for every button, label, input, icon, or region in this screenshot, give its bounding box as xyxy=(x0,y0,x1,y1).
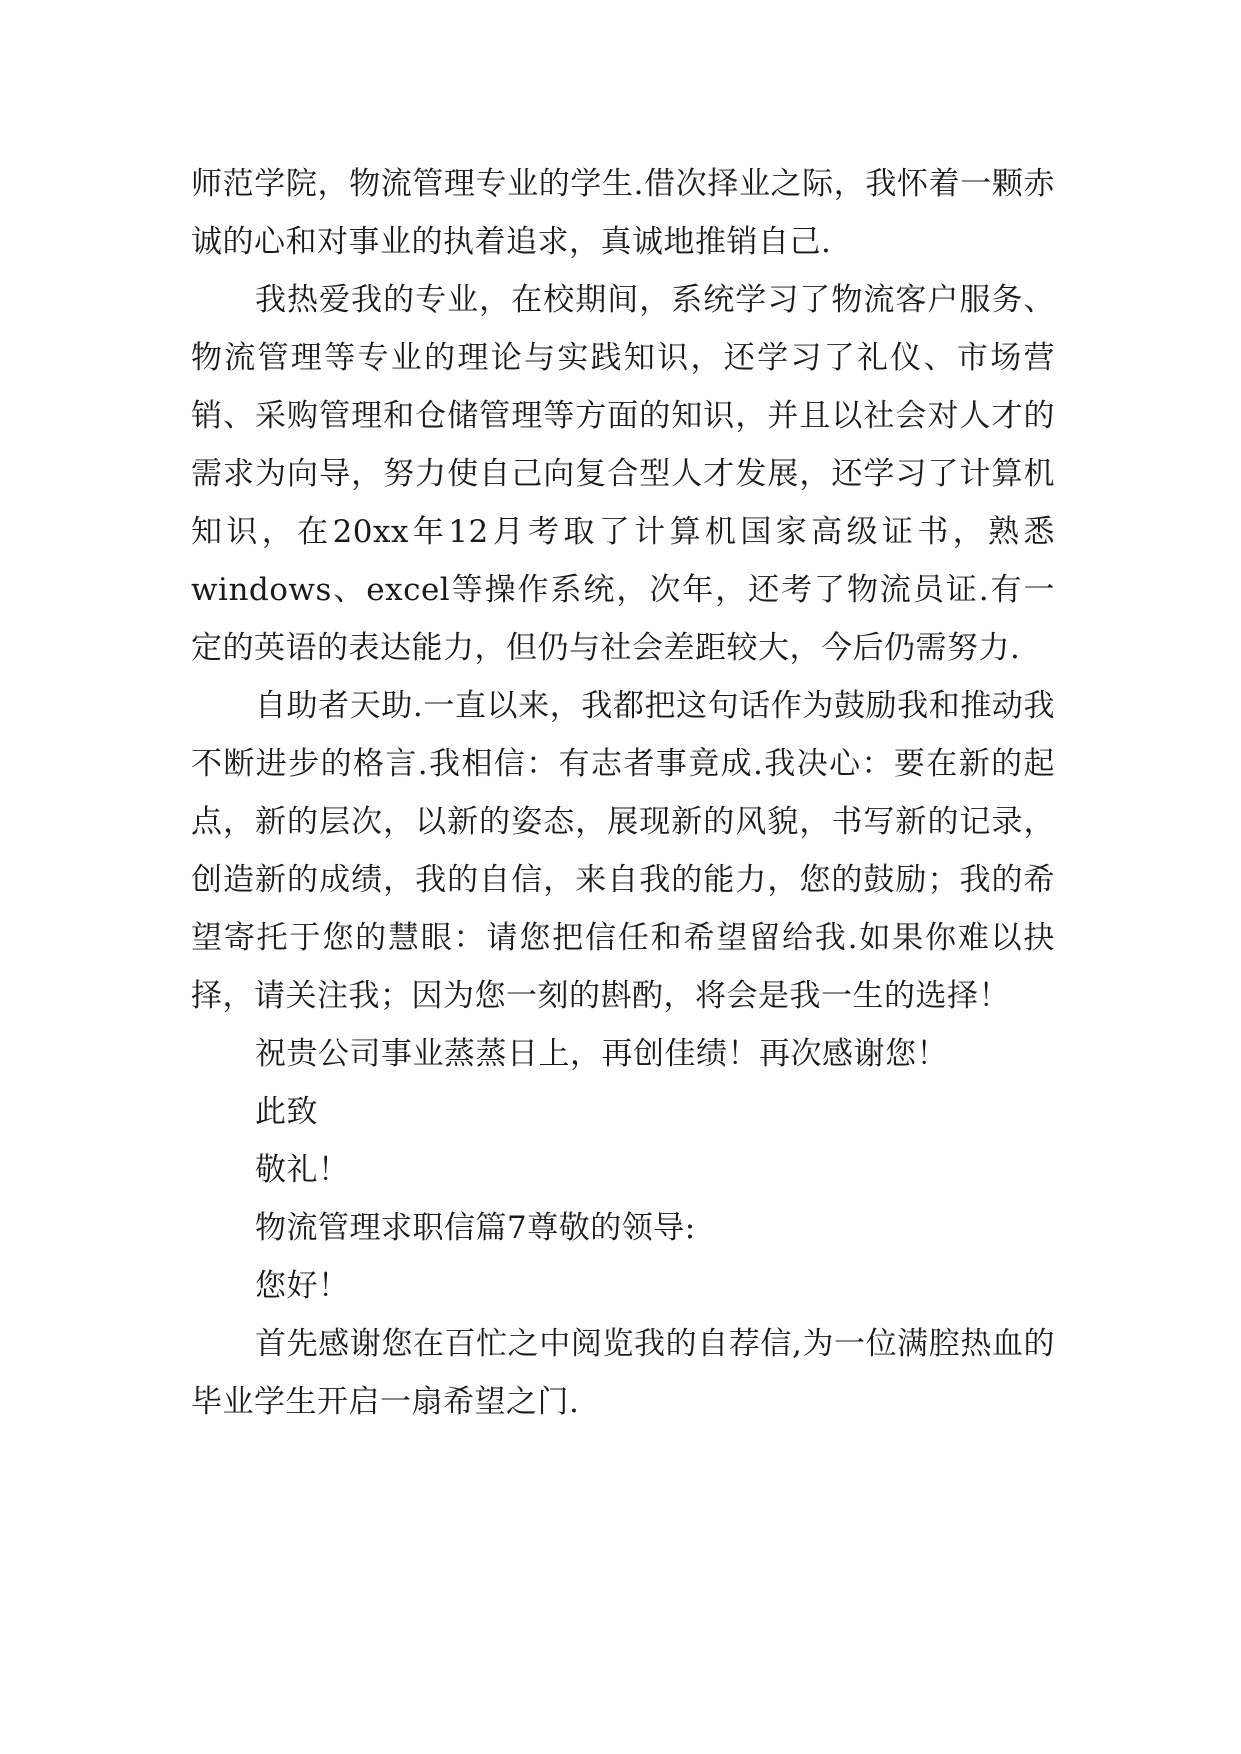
letter-body xyxy=(191,155,1055,1431)
closing-regards: 敬礼！ xyxy=(255,1152,350,1188)
paragraph-motto: 自助者天助.一直以来，我都把这句话作为鼓励我和推动我不断进步的格言.我相信：有志者事竟成.我决心：要在新的起点，新的层次，以新的姿态，展现新的风貌，书写新的记录，创造新的成绩，我的自信，来自我的能力，您的鼓励；我的希望寄托于您的慧眼：请您把信任和希望留给我.如果你难以抉择，请关注我；因为您一刻的斟酌，将会是我一生的选择！ xyxy=(191,688,1055,1014)
paragraph-opening: 首先感谢您在百忙之中阅览我的自荐信,为一位满腔热血的毕业学生开启一扇希望之门. xyxy=(191,1326,1055,1420)
paragraph-wishes: 祝贵公司事业蒸蒸日上，再创佳绩！再次感谢您！ xyxy=(255,1036,948,1072)
section-heading: 物流管理求职信篇7尊敬的领导: xyxy=(255,1210,696,1246)
paragraph-intro-continuation: 师范学院，物流管理专业的学生.借次择业之际，我怀着一颗赤诚的心和对事业的执着追求，真诚地推销自己. xyxy=(191,166,1055,260)
closing-salutation: 此致 xyxy=(255,1094,318,1130)
paragraph-studies: 我热爱我的专业，在校期间，系统学习了物流客户服务、物流管理等专业的理论与实践知识，还学习了礼仪、市场营销、采购管理和仓储管理等方面的知识，并且以社会对人才的需求为向导，努力使自己向复合型人才发展，还学习了计算机知识，在20xx年12月考取了计算机国家高级证书，熟悉windows、excel等操作系统，次年，还考了物流员证.有一定的英语的表达能力，但仍与社会差距较大，今后仍需努力. xyxy=(191,282,1055,666)
greeting: 您好！ xyxy=(255,1268,350,1304)
